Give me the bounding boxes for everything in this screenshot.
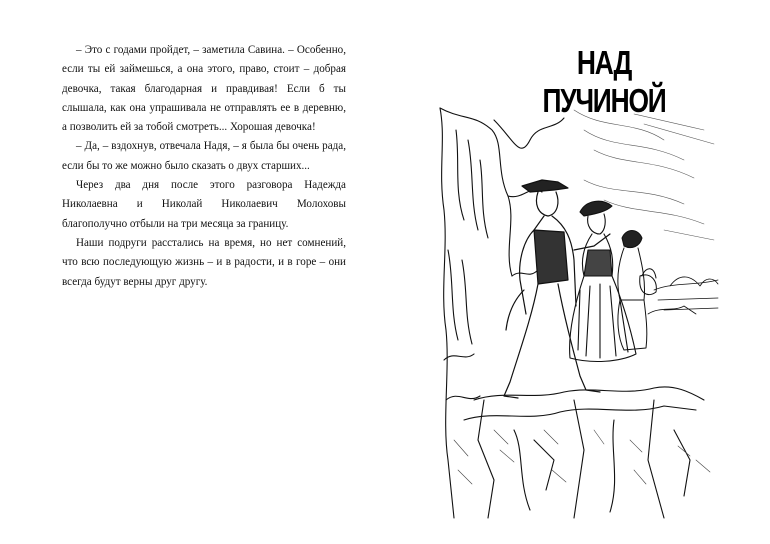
chapter-title: НАД ПУЧИНОЙ [542, 44, 666, 119]
body-text [62, 41, 346, 292]
engraving-cliff-figures-icon [434, 100, 720, 520]
paragraph: Наши подруги расстались на время, но нет сомнений, что всю последующую жизнь – и в радости, и в горе – они всегда будут верны друг другу. [62, 236, 346, 288]
paragraph: – Да, – вздохнув, отвечала Надя, – я была бы очень рада, если бы то же можно было сказать о двух старших... [62, 140, 346, 172]
right-page [385, 0, 770, 544]
paragraph: Через два дня после этого разговора Надежда Николаевна и Николай Николаевич Молоховы благополучно отбыли на три месяца за границу. [62, 179, 346, 230]
paragraph: – Это с годами пройдет, – заметила Савина. – Особенно, если ты ей займешься, а она этого, право, стоит – добрая девочка, такая благодарная и правдивая! Если б ты слышала, как она упрашивала не отправлять ее в деревню, а позволить ей за тобой смотреть... Хорошая девочка! [62, 44, 346, 134]
